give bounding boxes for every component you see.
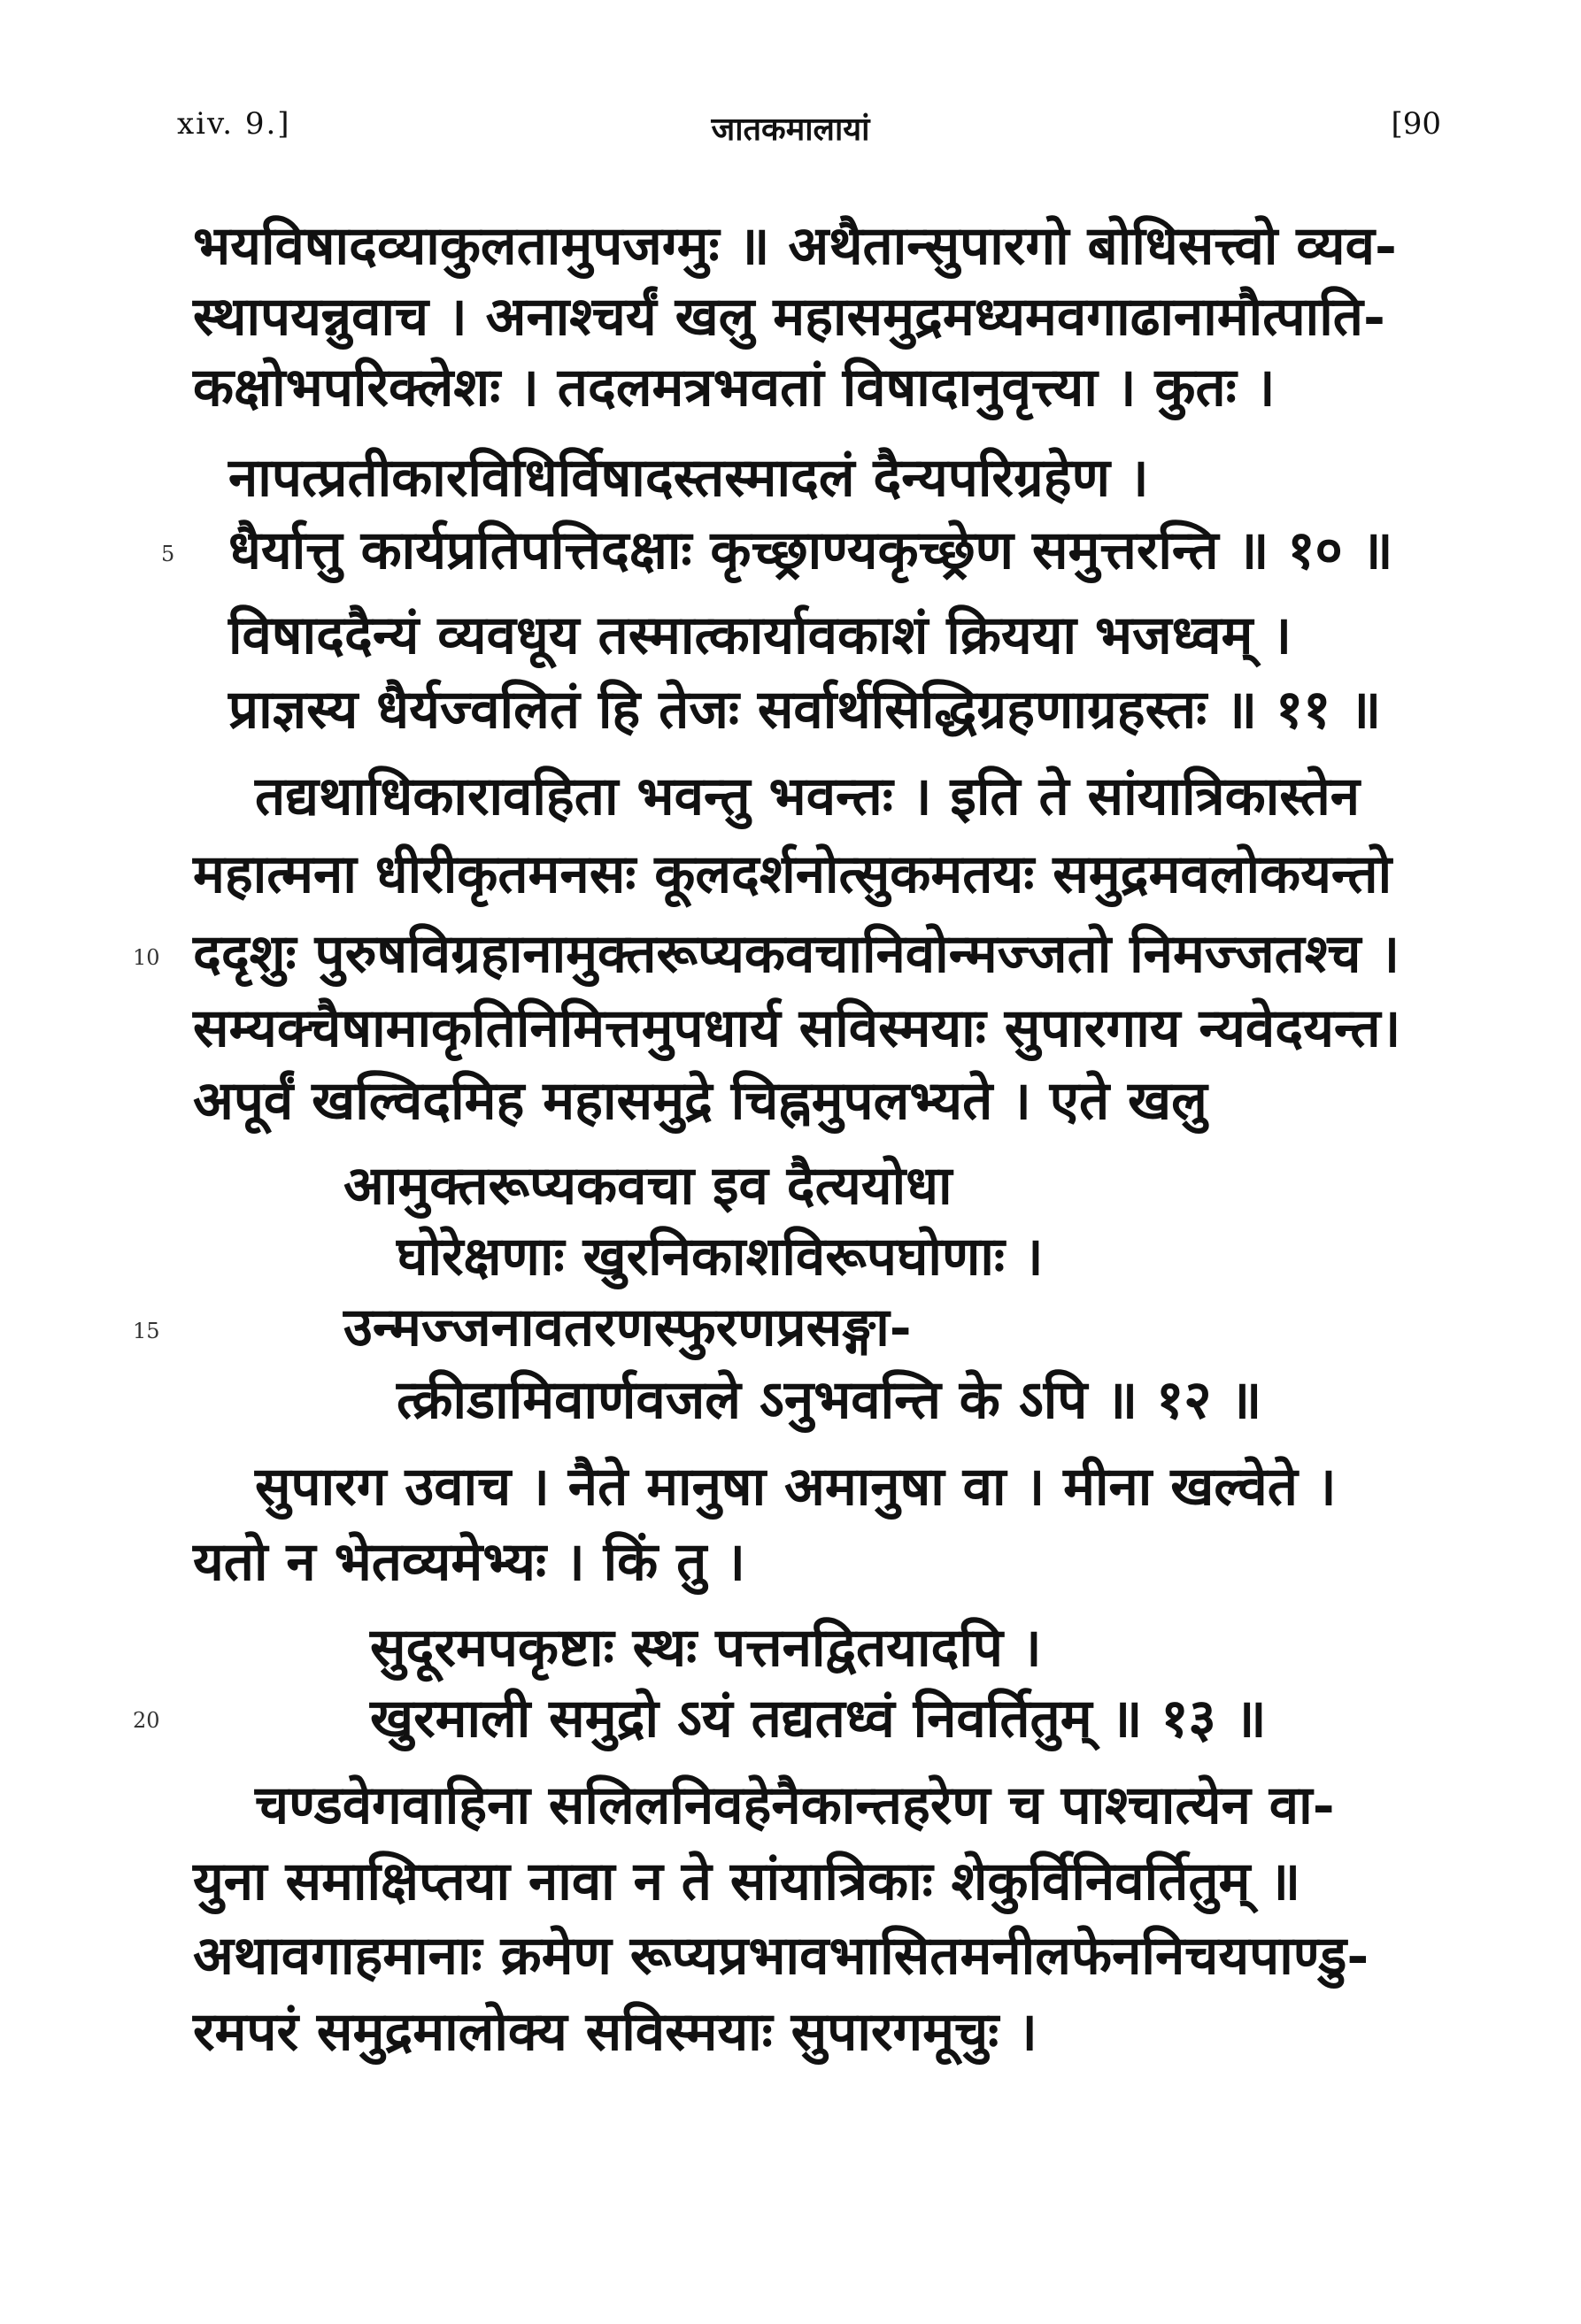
text-line-11: सम्यक्चैषामाकृतिनिमित्तमुपधार्य सविस्मयाः सुपारगाय न्यवेदयन्त। xyxy=(193,997,1401,1059)
verse-line-20: खुरमाली समुद्रो ऽयं तद्यतध्वं निवर्तितुम् ॥ १३ ॥ xyxy=(370,1688,1267,1750)
text-line-21: चण्डवेगवाहिना सलिलनिवहेनैकान्तहरेण च पाश्चात्येन वा- xyxy=(255,1774,1335,1836)
verse-line-5: धैर्यात्तु कार्यप्रतिपत्तिदक्षाः कृच्छ्राण्यकृच्छ्रेण समुत्तरन्ति ॥ १० ॥ xyxy=(228,519,1393,581)
header-page-number: [90 xyxy=(1391,106,1441,142)
header-section-ref: xiv. 9.] xyxy=(177,106,291,142)
verse-line-19: सुदूरमपकृष्टाः स्थः पत्तनद्वितयादपि । xyxy=(370,1617,1042,1679)
text-line-3: कक्षोभपरिक्लेशः । तदलमत्रभवतां विषादानुवृत्त्या । कुतः । xyxy=(193,357,1276,419)
text-line-17: सुपारग उवाच । नैते मानुषा अमानुषा वा । मीना खल्वेते । xyxy=(255,1456,1337,1518)
verse-line-7: प्राज्ञस्य धैर्यज्वलितं हि तेजः सर्वार्थसिद्धिग्रहणाग्रहस्तः ॥ ११ ॥ xyxy=(228,679,1382,741)
text-line-24: रमपरं समुद्रमालोक्य सविस्मयाः सुपारगमूचुः । xyxy=(193,2001,1037,2063)
text-line-2: स्थापयन्नुवाच । अनाश्चर्यं खलु महासमुद्रमध्यमवगाढानामौत्पाति- xyxy=(193,286,1385,348)
text-line-22: युना समाक्षिप्तया नावा न ते सांयात्रिकाः शेकुर्विनिवर्तितुम् ॥ xyxy=(193,1851,1301,1912)
line-number-20: 20 xyxy=(133,1708,160,1733)
text-line-18: यतो न भेतव्यमेभ्यः । किं तु । xyxy=(193,1531,745,1593)
line-number-15: 15 xyxy=(133,1319,160,1343)
verse-line-6: विषाददैन्यं व्यवधूय तस्मात्कार्यावकाशं क्रियया भजध्वम् । xyxy=(228,604,1292,666)
verse-line-13: आमुक्तरूप्यकवचा इव दैत्ययोधा xyxy=(343,1155,952,1217)
text-line-9: महात्मना धीरीकृतमनसः कूलदर्शनोत्सुकमतयः समुद्रमवलोकयन्तो xyxy=(193,843,1392,905)
verse-line-16: त्क्रीडामिवार्णवजले ऽनुभवन्ति के ऽपि ॥ १२ ॥ xyxy=(397,1369,1262,1431)
header-running-title: जातकमालायां xyxy=(711,111,870,148)
line-number-10: 10 xyxy=(133,945,160,970)
verse-line-4: नापत्प्रतीकारविधिर्विषादस्तस्मादलं दैन्यपरिग्रहेण । xyxy=(228,447,1149,509)
line-number-5: 5 xyxy=(161,542,175,566)
text-line-10: ददृशुः पुरुषविग्रहानामुक्तरूप्यकवचानिवोन्मज्जतो निमज्जतश्च । xyxy=(193,923,1400,985)
text-line-23: अथावगाहमानाः क्रमेण रूप्यप्रभावभासितमनीलफेननिचयपाण्डु- xyxy=(193,1925,1369,1987)
verse-line-14: घोरेक्षणाः खुरनिकाशविरूपघोणाः । xyxy=(397,1226,1044,1288)
text-line-8: तद्यथाधिकारावहिता भवन्तु भवन्तः । इति ते सांयात्रिकास्तेन xyxy=(255,766,1361,827)
text-line-12: अपूर्वं खल्विदमिह महासमुद्रे चिह्नमुपलभ्यते । एते खलु xyxy=(193,1070,1207,1132)
verse-line-15: उन्मज्जनावतरणस्फुरणप्रसङ्गा- xyxy=(343,1297,912,1358)
text-line-1: भयविषादव्याकुलतामुपजग्मुः ॥ अथैतान्सुपारगो बोधिसत्त्वो व्यव- xyxy=(193,215,1397,277)
